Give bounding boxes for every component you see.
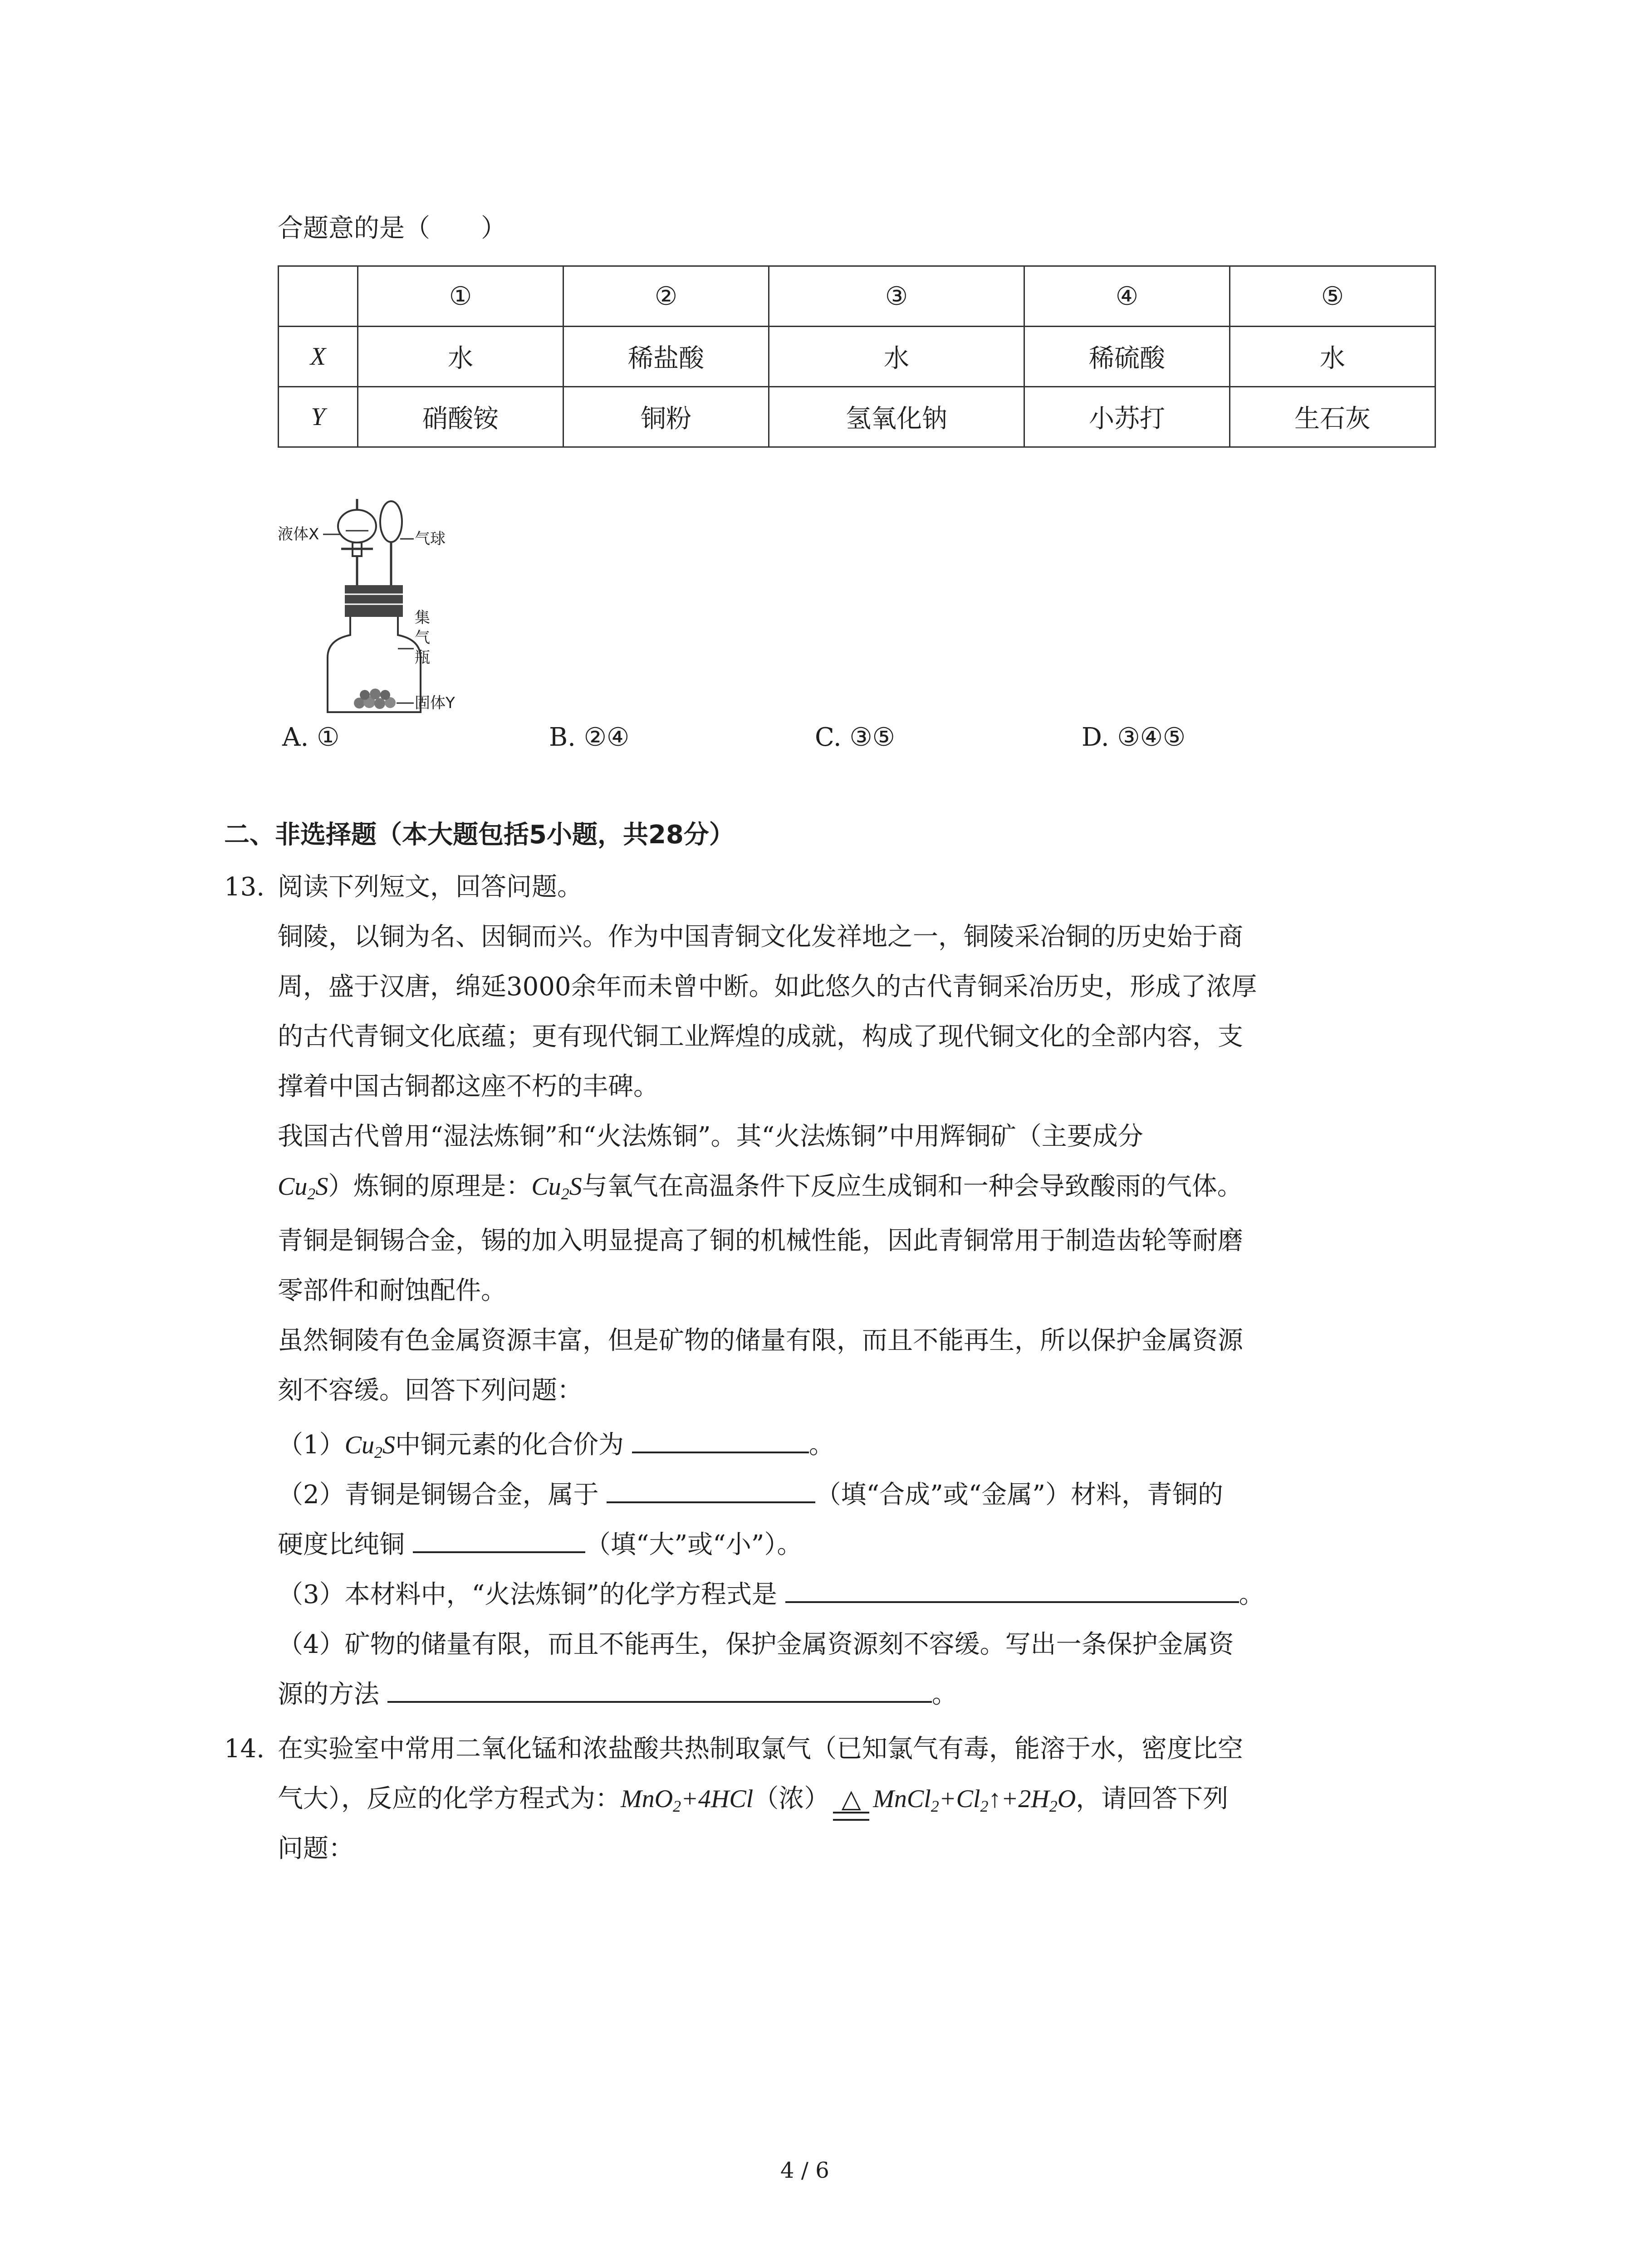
- table-cell: 小苏打: [1024, 387, 1230, 447]
- label-gas-bottle-char: 瓶: [415, 649, 430, 667]
- table-cell: 氢氧化钠: [769, 387, 1024, 447]
- q13-para1-line: 铜陵，以铜为名、因铜而兴。作为中国青铜文化发祥地之一，铜陵采冶铜的历史始于商: [278, 922, 1243, 952]
- option-letter: C.: [815, 723, 842, 752]
- question-14-number: 14.: [224, 1734, 265, 1764]
- option-a: [282, 712, 339, 763]
- label-gas-bottle-char: 气: [415, 629, 430, 647]
- formula-part: Cu: [278, 1173, 308, 1201]
- formula-part: S: [315, 1173, 328, 1201]
- table-cell: 水: [1230, 327, 1435, 387]
- apparatus-figure: [278, 485, 477, 721]
- eq-subscript: 2: [931, 1797, 939, 1815]
- q13-para1-line: 周，盛于汉唐，绵延3000余年而未曾中断。如此悠久的古代青铜采冶历史，形成了浓厚: [278, 972, 1257, 1002]
- table-cell: 铜粉: [563, 387, 769, 447]
- text-part: ）炼铜的原理是：: [328, 1172, 532, 1201]
- table-header-cell: ①: [358, 266, 563, 327]
- q13-para2-line: 我国古代曾用“湿法炼铜”和“火法炼铜”。其“火法炼铜”中用辉铜矿（主要成分: [278, 1122, 1143, 1151]
- text-part: 。: [931, 1680, 957, 1709]
- answer-blank[interactable]: [387, 1674, 932, 1703]
- eq-subscript: 2: [1049, 1797, 1058, 1815]
- delta-icon: △: [841, 1784, 861, 1813]
- text-part: 。: [808, 1430, 834, 1460]
- q13-sub4-line: （4）矿物的储量有限，而且不能再生，保护金属资源刻不容缓。写出一条保护金属资: [278, 1630, 1234, 1659]
- label-gas-bottle-char: 集: [415, 609, 430, 627]
- reagent-table: [278, 265, 1436, 448]
- text-part: 源的方法: [278, 1680, 379, 1709]
- table-cell: 硝酸铵: [358, 387, 563, 447]
- label-solid-y: 固体Y: [415, 694, 455, 712]
- q13-sub1: [278, 1420, 834, 1471]
- formula-subscript: 2: [374, 1443, 382, 1461]
- table-cell: 稀盐酸: [563, 327, 769, 387]
- table-header-cell: ⑤: [1230, 266, 1435, 327]
- table-cell: 水: [358, 327, 563, 387]
- answer-blank[interactable]: [632, 1424, 809, 1453]
- formula-cu2s: [345, 1431, 395, 1459]
- eq-part: MnCl: [873, 1785, 931, 1813]
- eq-part: （浓）: [753, 1784, 830, 1813]
- label-liquid-x: 液体X: [278, 525, 319, 543]
- text-part: 。: [1239, 1580, 1264, 1609]
- option-letter: D.: [1082, 723, 1109, 752]
- table-header-cell: ④: [1024, 266, 1230, 327]
- eq-subscript: 2: [673, 1797, 681, 1815]
- q13-para2-line: [278, 1161, 1243, 1212]
- option-text: ③④⑤: [1117, 723, 1186, 752]
- question-12-prompt-tail: 合题意的是（ ）: [278, 214, 506, 243]
- text-part: （1）: [278, 1430, 345, 1460]
- formula-subscript: 2: [561, 1185, 569, 1203]
- formula-cu2s: [278, 1173, 328, 1201]
- table-header-row: [279, 266, 1435, 327]
- q13-sub4-line: [278, 1669, 957, 1720]
- option-text: ③⑤: [849, 723, 895, 752]
- text-part: 气大），反应的化学方程式为：: [278, 1784, 621, 1813]
- table-row-label: Y: [279, 387, 358, 447]
- eq-part: MnO: [621, 1785, 673, 1813]
- table-row-label: X: [279, 327, 358, 387]
- formula-subscript: 2: [307, 1185, 316, 1203]
- answer-blank[interactable]: [413, 1524, 585, 1553]
- table-corner-cell: [279, 266, 358, 327]
- table-row: [279, 387, 1435, 447]
- option-text: ①: [317, 723, 340, 752]
- table-header-cell: ③: [769, 266, 1024, 327]
- label-balloon: 气球: [415, 530, 446, 548]
- q13-para4-line: 虽然铜陵有色金属资源丰富，但是矿物的储量有限，而且不能再生，所以保护金属资源: [278, 1326, 1243, 1355]
- formula-part: S: [382, 1431, 395, 1459]
- q13-para3-line: 青铜是铜锡合金，锡的加入明显提高了铜的机械性能，因此青铜常用于制造齿轮等耐磨: [278, 1226, 1243, 1256]
- text-part: 硬度比纯铜: [278, 1530, 405, 1559]
- section-heading: 二、非选择题（本大题包括5小题，共28分）: [224, 820, 735, 850]
- q14-line: 在实验室中常用二氧化锰和浓盐酸共热制取氯气（已知氯气有毒，能溶于水，密度比空: [278, 1734, 1243, 1764]
- eq-part: +4HCl: [681, 1785, 754, 1813]
- formula-part: Cu: [344, 1431, 374, 1459]
- q13-sub2-line: [278, 1520, 802, 1570]
- text-part: 与氧气在高温条件下反应生成铜和一种会导致酸雨的气体。: [582, 1172, 1243, 1201]
- heat-condition: [829, 1774, 873, 1824]
- text-part: ，请回答下列: [1076, 1784, 1229, 1813]
- text-part: （3）本材料中，“火法炼铜”的化学方程式是: [278, 1580, 777, 1609]
- equation-rhs: [873, 1785, 1076, 1813]
- q14-line: [278, 1774, 1228, 1824]
- option-b: [549, 712, 629, 763]
- answer-blank[interactable]: [785, 1574, 1239, 1603]
- question-13-number: 13.: [224, 872, 265, 902]
- text-part: 中铜元素的化合价为: [395, 1430, 624, 1460]
- equation: [621, 1785, 753, 1813]
- text-part: （2）青铜是铜锡合金，属于: [278, 1480, 599, 1510]
- table-row: [279, 327, 1435, 387]
- table-header-cell: ②: [563, 266, 769, 327]
- question-13-stem: 阅读下列短文，回答问题。: [278, 872, 583, 902]
- eq-part: +Cl: [939, 1785, 980, 1813]
- q13-para1-line: 撑着中国古铜都这座不朽的丰碑。: [278, 1072, 659, 1101]
- table-cell: 水: [769, 327, 1024, 387]
- option-d: [1082, 712, 1185, 763]
- formula-cu2s: [531, 1173, 582, 1201]
- double-line: [833, 1812, 869, 1821]
- option-letter: A.: [282, 723, 309, 752]
- up-arrow-icon: ↑: [988, 1785, 1001, 1813]
- option-letter: B.: [549, 723, 576, 752]
- q13-sub2-line: [278, 1470, 1223, 1520]
- q13-para3-line: 零部件和耐蚀配件。: [278, 1276, 506, 1305]
- answer-blank[interactable]: [607, 1474, 815, 1503]
- option-text: ②④: [583, 723, 630, 752]
- text-part: （填“大”或“小”）。: [585, 1530, 803, 1559]
- eq-part: +2H: [1001, 1785, 1049, 1813]
- label-gas-bottle: [415, 608, 430, 668]
- q13-sub3: [278, 1569, 1264, 1620]
- formula-part: Cu: [531, 1173, 561, 1201]
- formula-part: S: [569, 1173, 582, 1201]
- page-number: 4 / 6: [780, 2158, 829, 2183]
- q14-line: 问题：: [278, 1834, 354, 1863]
- q13-para4-line: 刻不容缓。回答下列问题：: [278, 1376, 583, 1405]
- q13-para1-line: 的古代青铜文化底蕴；更有现代铜工业辉煌的成就，构成了现代铜文化的全部内容，支: [278, 1022, 1243, 1051]
- table-cell: 稀硫酸: [1024, 327, 1230, 387]
- eq-part: O: [1057, 1785, 1076, 1813]
- eq-subscript: 2: [980, 1797, 989, 1815]
- option-c: [815, 712, 895, 763]
- table-cell: 生石灰: [1230, 387, 1435, 447]
- apparatus-diagram: [278, 485, 477, 721]
- text-part: （填“合成”或“金属”）材料，青铜的: [815, 1480, 1223, 1510]
